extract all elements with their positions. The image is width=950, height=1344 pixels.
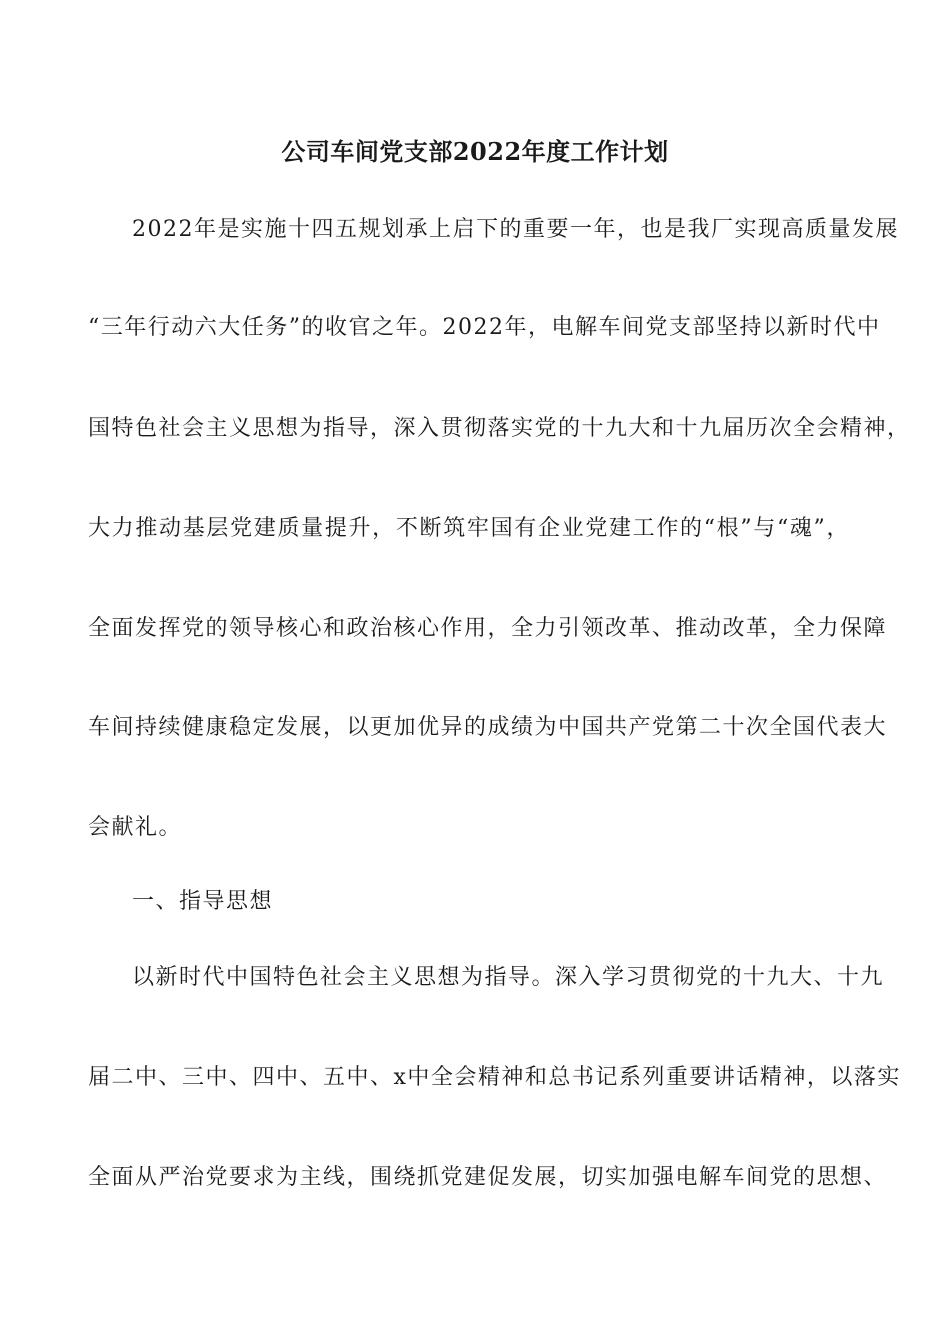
intro-line-6: 车间持续健康稳定发展，以更加优异的成绩为中国共产党第二十次全国代表大 [88,715,888,740]
intro-line-3: 国特色社会主义思想为指导，深入贯彻落实党的十九大和十九届历次全会精神， [88,416,911,441]
intro-line-1: 2022年是实施十四五规划承上启下的重要一年，也是我厂实现高质量发展 [132,217,899,242]
intro-line-4: 大力推动基层党建质量提升，不断筑牢国有企业党建工作的“根”与“魂”， [88,516,850,541]
section-line-1: 以新时代中国特色社会主义思想为指导。深入学习贯彻党的十九大、十九 [132,965,885,990]
section-heading: 一、指导思想 [132,889,274,914]
section-line-3: 全面从严治党要求为主线，围绕抓党建促发展，切实加强电解车间党的思想、 [88,1165,888,1190]
intro-line-2: “三年行动六大任务”的收官之年。2022年，电解车间党支部坚持以新时代中 [88,315,881,340]
document-title: 公司车间党支部2022年度工作计划 [281,137,669,166]
intro-line-7: 会献礼。 [88,815,183,840]
intro-line-5: 全面发挥党的领导核心和政治核心作用，全力引领改革、推动改革，全力保障 [88,616,888,641]
section-line-2: 届二中、三中、四中、五中、x中全会精神和总书记系列重要讲话精神，以落实 [88,1065,901,1090]
